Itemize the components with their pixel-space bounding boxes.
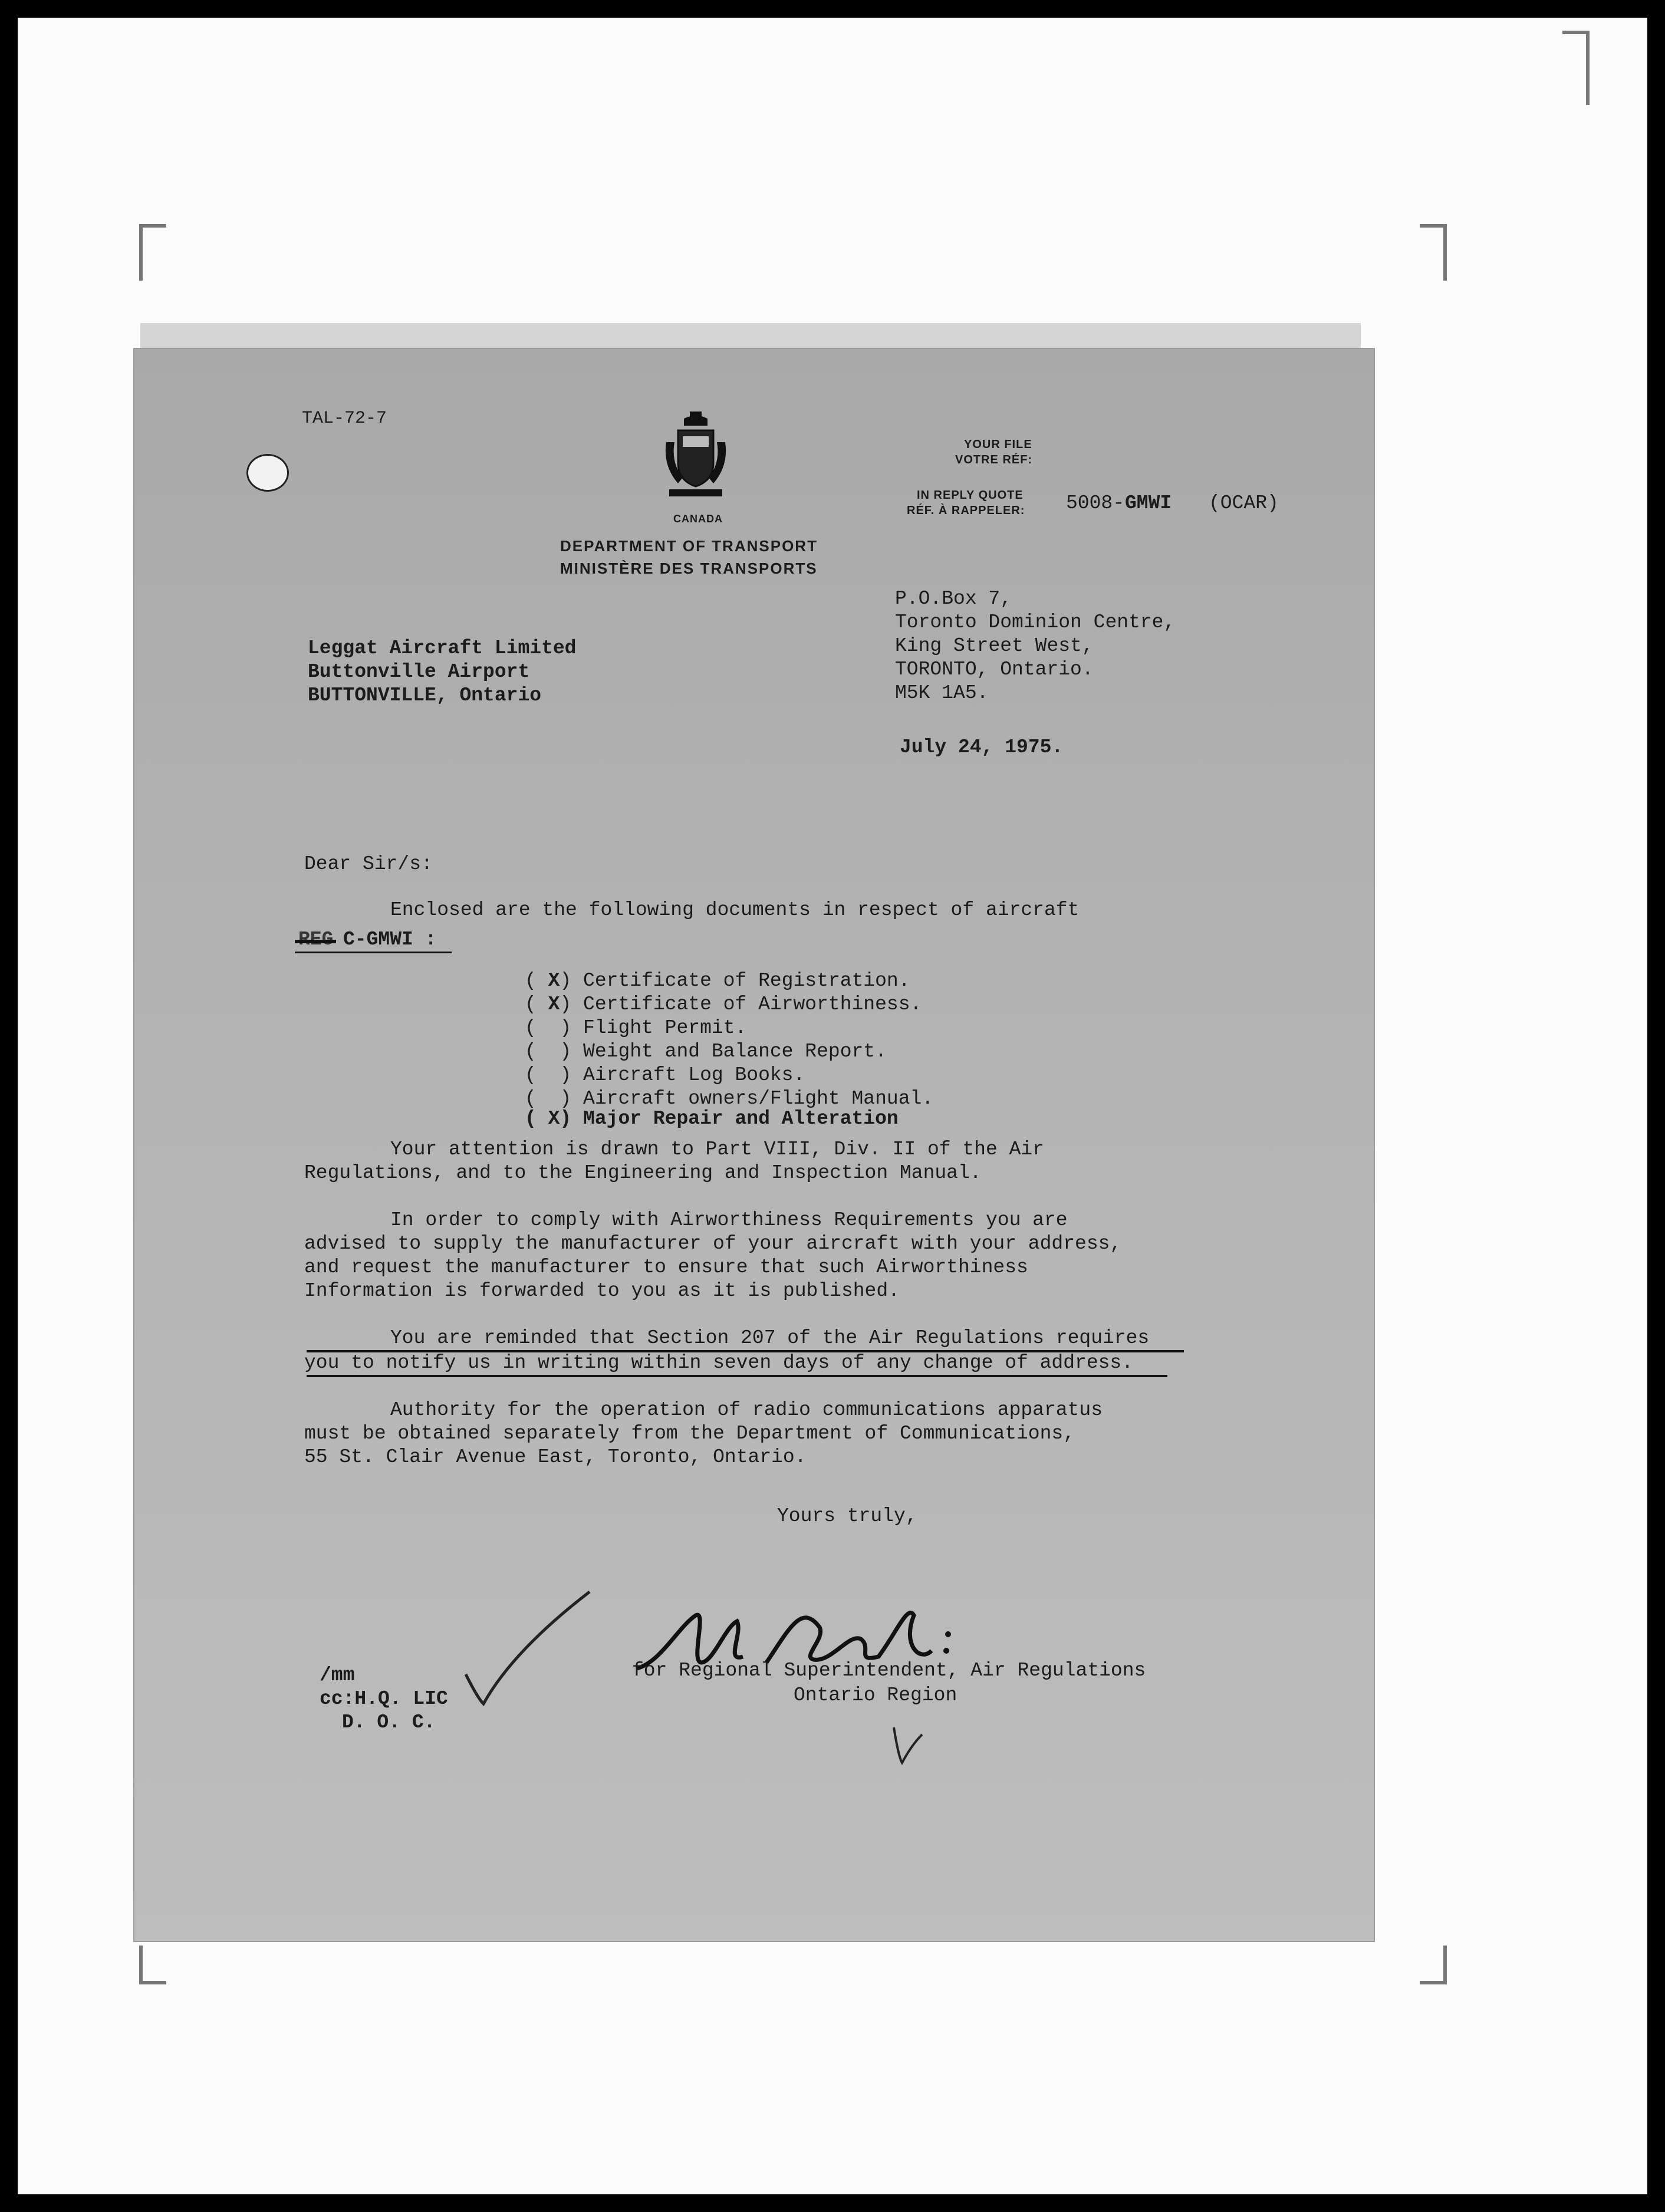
carbon-copy-line: D. O. C. — [342, 1711, 436, 1733]
coat-of-arms-icon — [660, 407, 731, 507]
paragraph-line: advised to supply the manufacturer of your aircraft with your address, — [304, 1233, 1122, 1255]
paragraph-line: In order to comply with Airworthiness Requirements you are — [390, 1209, 1068, 1231]
corner-mark-bottom-left — [139, 1946, 166, 1984]
recipient-line: BUTTONVILLE, Ontario — [308, 684, 542, 706]
corner-mark-top-left — [139, 224, 166, 281]
checklist-label: Aircraft owners/Flight Manual. — [583, 1088, 934, 1110]
checklist-item: ( X) Major Repair and Alteration — [525, 1108, 899, 1130]
paragraph-line: Regulations, and to the Engineering and Inspection Manual. — [304, 1162, 982, 1184]
check-mark: X — [548, 993, 560, 1015]
checklist-item: ( ) Aircraft Log Books. — [525, 1064, 805, 1086]
check-mark: X — [548, 970, 560, 992]
punch-hole — [246, 454, 289, 492]
signature-region: Ontario Region — [794, 1684, 957, 1706]
paragraph-line: Authority for the operation of radio communications apparatus — [390, 1399, 1103, 1421]
reply-reference-suffix: (OCAR) — [1209, 492, 1279, 514]
paragraph-line: and request the manufacturer to ensure that such Airworthiness — [304, 1256, 1028, 1278]
paragraph-line: 55 St. Clair Avenue East, Toronto, Ontario. — [304, 1446, 807, 1468]
sender-address-line: King Street West, — [895, 635, 1094, 657]
checklist-label: Weight and Balance Report. — [583, 1041, 887, 1062]
sender-address-line: M5K 1A5. — [895, 682, 989, 704]
recipient-line: Buttonville Airport — [308, 661, 530, 683]
checklist-label: Aircraft Log Books. — [583, 1064, 805, 1086]
strikethrough — [295, 940, 336, 943]
dept-name-en: DEPARTMENT OF TRANSPORT — [560, 537, 818, 555]
dept-name-fr: MINISTÈRE DES TRANSPORTS — [560, 559, 818, 577]
salutation: Dear Sir/s: — [304, 853, 433, 875]
paragraph-line: Your attention is drawn to Part VIII, Div. II of the Air — [390, 1138, 1044, 1160]
signature-title: for Regional Superintendent, Air Regulations — [632, 1660, 1146, 1681]
file-reference: TAL-72-7 — [302, 409, 387, 429]
intro-line: Enclosed are the following documents in respect of aircraft — [390, 899, 1080, 921]
recipient-line: Leggat Aircraft Limited — [308, 637, 577, 659]
paragraph-line: must be obtained separately from the Department of Communications, — [304, 1423, 1075, 1444]
checklist-label: Certificate of Registration. — [583, 970, 910, 992]
paragraph-line: Information is forwarded to you as it is published. — [304, 1280, 900, 1302]
sender-address-line: P.O.Box 7, — [895, 588, 1012, 610]
corner-mark-bottom-right — [1420, 1946, 1447, 1984]
check-mark-icon — [890, 1721, 926, 1769]
corner-mark-top-right — [1420, 224, 1447, 281]
aircraft-underline — [295, 952, 452, 953]
checklist-label: Certificate of Airworthiness. — [583, 993, 922, 1015]
checklist-item: ( X) Certificate of Registration. — [525, 970, 910, 992]
aircraft-registration: C-GMWI : — [343, 929, 437, 950]
checklist-label: Flight Permit. — [583, 1017, 747, 1039]
sender-address-line: Toronto Dominion Centre, — [895, 611, 1176, 633]
reply-reference: 5008- — [1066, 492, 1125, 514]
paragraph-line: You are reminded that Section 207 of the Air Regulations requires — [390, 1327, 1150, 1349]
corner-mark-top-far-right — [1562, 31, 1590, 105]
sender-address-line: TORONTO, Ontario. — [895, 659, 1094, 680]
check-mark: X — [548, 1108, 560, 1130]
letter-date: July 24, 1975. — [900, 736, 1064, 758]
your-file-label-fr: VOTRE RÉF: — [955, 453, 1033, 466]
checklist-item: ( X) Certificate of Airworthiness. — [525, 993, 922, 1015]
reply-quote-label-fr: RÉF. À RAPPELER: — [907, 504, 1025, 517]
check-mark-icon — [460, 1580, 601, 1721]
checklist-item: ( ) Flight Permit. — [525, 1017, 747, 1039]
reply-reference-reg: GMWI — [1125, 492, 1172, 514]
country-label: CANADA — [673, 513, 723, 525]
reply-quote-label: IN REPLY QUOTE — [917, 489, 1024, 502]
paragraph-line: you to notify us in writing within seven days of any change of address. — [304, 1352, 1134, 1374]
carbon-copy-line: cc:H.Q. LIC — [320, 1688, 448, 1710]
checklist-label: Major Repair and Alteration — [583, 1108, 899, 1130]
checklist-item: ( ) Weight and Balance Report. — [525, 1041, 887, 1062]
your-file-label: YOUR FILE — [964, 438, 1032, 451]
closing: Yours truly, — [777, 1505, 917, 1527]
typist-initials: /mm — [320, 1664, 355, 1686]
checklist-item: ( ) Aircraft owners/Flight Manual. — [525, 1088, 934, 1110]
underline — [307, 1375, 1167, 1377]
